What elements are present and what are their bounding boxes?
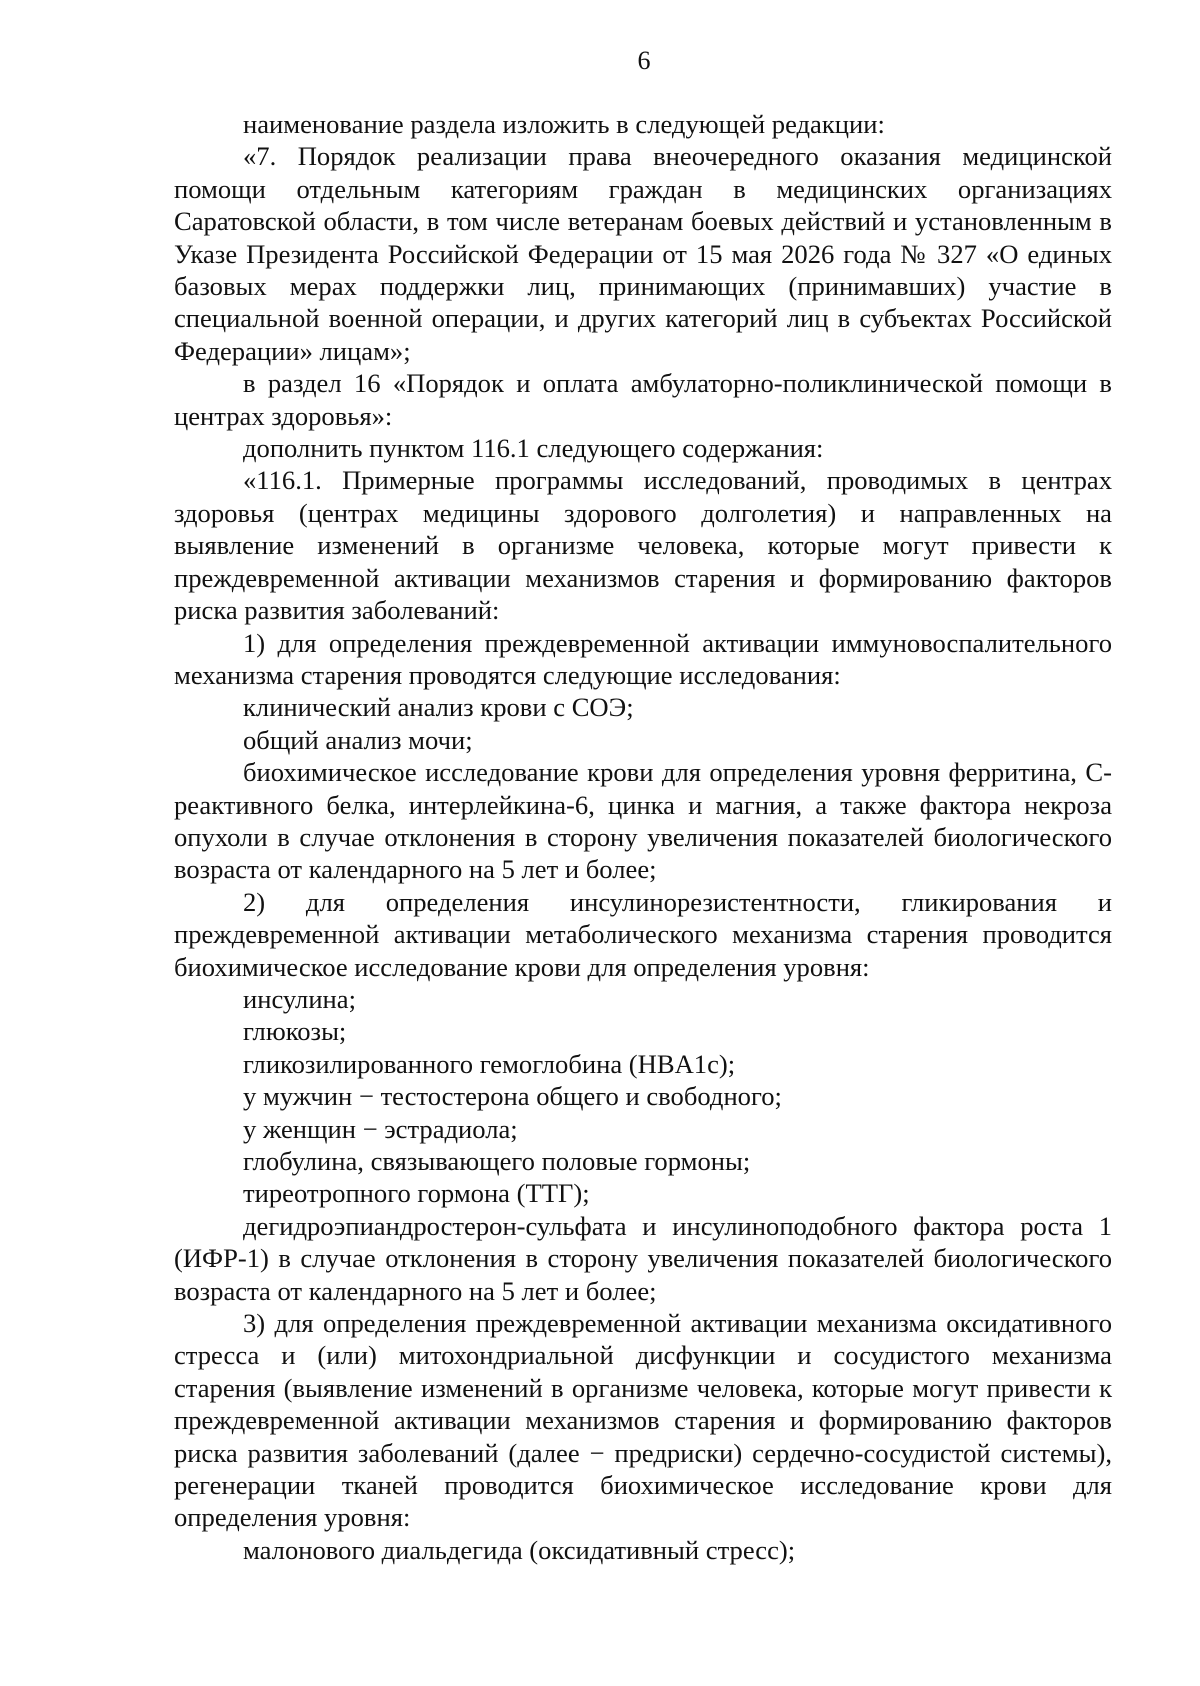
paragraph: 2) для определения инсулинорезистентности, гликирования и преждевременной активации метаболического механизма старения проводится биохимическое исследование крови для определения уровня:: [174, 886, 1112, 982]
paragraph: тиреотропного гормона (ТТГ);: [243, 1178, 590, 1209]
paragraph: общий анализ мочи;: [243, 724, 473, 755]
paragraph: глобулина, связывающего половые гормоны;: [243, 1146, 751, 1176]
paragraph: 3) для определения преждевременной активации механизма оксидативного стресса и (или) митохондриальной дисфункции и сосудистого механизма старения (выявление изменений в организме человека, которые могут привести к преждевременной активации механизмов старения и формированию факторов риска развития заболеваний (далее − предриски) сердечно-сосудистой системы), регенерации тканей проводится биохимическое исследование крови для определения уровня:: [174, 1308, 1112, 1533]
paragraph: у женщин − эстрадиола;: [243, 1113, 518, 1144]
paragraph: 1) для определения преждевременной активации иммуновоспалительного механизма старения проводятся следующие исследования:: [174, 627, 1112, 690]
paragraph: биохимическое исследование крови для определения уровня ферритина, С-реактивного белка, интерлейкина-6, цинка и магния, а также фактора некроза опухоли в случае отклонения в сторону увеличения показателей биологического возраста от календарного на 5 лет и более;: [174, 757, 1112, 885]
paragraph: в раздел 16 «Порядок и оплата амбулаторно-поликлинической помощи в центрах здоровья»:: [174, 368, 1112, 431]
paragraph: малонового диальдегида (оксидативный стресс);: [243, 1534, 796, 1565]
document-body: [174, 108, 1112, 1566]
paragraph: глюкозы;: [243, 1016, 347, 1047]
paragraph: дополнить пунктом 116.1 следующего содержания:: [243, 433, 824, 464]
paragraph: «116.1. Примерные программы исследований, проводимых в центрах здоровья (центрах медицины здорового долголетия) и направленных на выявление изменений в организме человека, которые могут привести к преждевременной активации механизмов старения и формированию факторов риска развития заболеваний:: [174, 465, 1112, 626]
page-number: 6: [637, 46, 651, 75]
paragraph: наименование раздела изложить в следующей редакции:: [243, 109, 885, 139]
paragraph: у мужчин − тестостерона общего и свободного;: [243, 1081, 782, 1112]
paragraph: гликозилированного гемоглобина (HBA1c);: [243, 1048, 736, 1079]
paragraph: инсулина;: [243, 983, 356, 1014]
paragraph: дегидроэпиандростерон-сульфата и инсулиноподобного фактора роста 1 (ИФР-1) в случае отклонения в сторону увеличения показателей биологического возраста от календарного на 5 лет и более;: [174, 1210, 1112, 1306]
paragraph: «7. Порядок реализации права внеочередного оказания медицинской помощи отдельным категориям граждан в медицинских организациях Саратовской области, в том числе ветеранам боевых действий и установленным в Указе Президента Российской Федерации от 15 мая 2026 года № 327 «О единых базовых мерах поддержки лиц, принимающих (принимавших) участие в специальной военной операции, и других категорий лиц в субъектах Российской Федерации» лицам»;: [174, 141, 1112, 366]
paragraph: клинический анализ крови с СОЭ;: [243, 692, 634, 723]
